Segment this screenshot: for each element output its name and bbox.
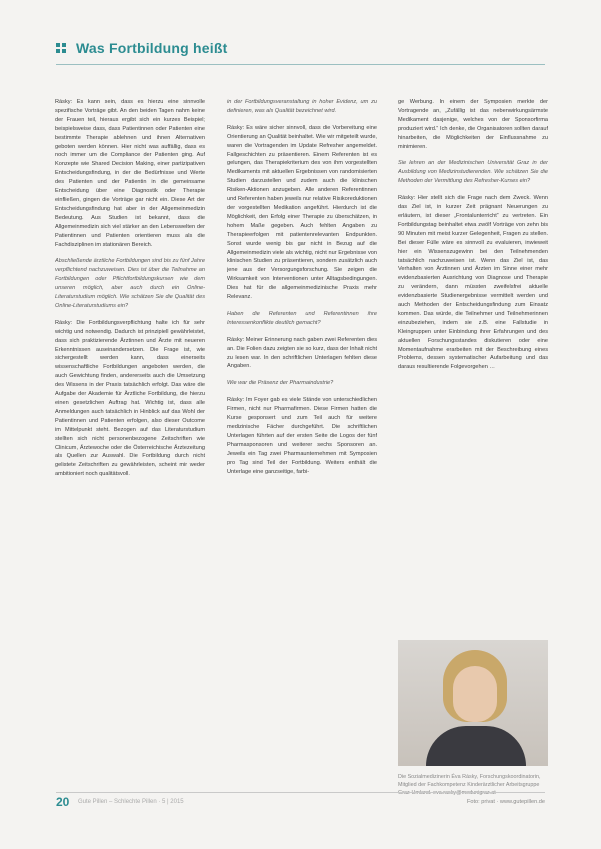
answer-paragraph: Rásky: Hier stellt sich die Frage nach dem Zweck. Wenn das Ziel ist, in kurzer Zeit prägnant Neuerungen zu erläutern, ist dieser „Frontalunterricht“ zu vertreten. Ein Fortbildungstag beinhaltet etwa zwölf Vorträge von zehn bis 90 Minuten mit meist kurzer Gelegenheit, Fragen zu stellen. Bei dieser Fülle wäre es sinnvoll zu evaluieren, inwieweit hier ein Wissenszugewinn bei den Teilnehmenden tatsächlich nachzuweisen ist. Wenn das Ziel ist, das Verhalten von Ärztinnen und Ärzten im Sinne einer mehr evidenzbasierten Ausrichtung von Diagnose und Therapie zu verändern, dann müssten zweifelsfrei aktuelle evidenzbasierte Studienergebnisse vermittelt werden und auch Methoden der Entscheidungsfindung zum Einsatz kommen. Das würde, die Teilnehmer und Teilnehmerinnen einzubeziehen, indem sie z.B. eine Fallstudie in Kleingruppen unter Einbindung ihrer Erfahrungen und des aktuellen Forschungsstandes diskutieren oder eine Momentaufnahme erarbeiten mit der Beschreibung eines Problems, dessen systematischer Aufarbeitung und das daraus resultierende Folgevorgehen … [398,195,548,371]
page-number: 20 [56,795,70,809]
interview-question: Wie war die Präsenz der Pharmaindustrie? [227,380,334,387]
answer-paragraph: Rásky: Die Fortbildungsverpflichtung halte ich für sehr wichtig und notwendig. Dadurch ist prinzipiell gewährleistet, dass sich praktizierende Ärztinnen und Ärzte mit neueren Erkenntnissen auseinandersetzen. Die Frage ist, wie sichergestellt werden kann, dass einerseits wissenschaftliche Fortbildungen angeboten werden, die auch Gewichtung finden, andererseits auch die Umsetzung des Wissens in der Praxis tatsächlich erfolgt. Das wäre die Aufgabe der Akademie für Ärztliche Fortbildung, die hierzu einen gesetzlichen Auftrag hat. Wichtig ist, dass alle Anmeldungen auch tatsächlich in Hinblick auf das Wohl der Patientinnen und Patienten erfolgen, also dieser Outcome im Mittelpunkt steht. Bezogen auf das Literaturstudium stellten sich nicht personenbezogene Zeitschriften wie Clinicum, Ärztewoche oder die Österreichische Ärztezeitung als Quellen zur Auswahl. Die Fortbildung durch nicht gelistete Zeitschriften zu gewährleisten, scheint mir weder ambitioniert noch qualitätsvoll. [55,319,205,478]
section-title: Was Fortbildung heißt [76,40,228,56]
interview-question: Abschließende ärztliche Fortbildungen sind bis zu fünf Jahre verpflichtend nachzuweisen. Dies ist über die Teilnahme an Fortbildungen oder Pflichtfortbildungskursen wie dem unseren möglich, aber auch durch ein Online-Literaturstudium möglich. Wie schätzen Sie die Qualität des Online-Literaturstudiums ein? [55,258,205,309]
portrait-photo [398,640,548,766]
answer-paragraph: ge Werbung. In einem der Symposien merkte der Vortragende an, „Zufällig ist das nebenwirkungsärmste Medikament dasjenige, welches von der Sponsorfirma produziert wird.“ Ich denke, die Organisatoren sollten darauf hinarbeiten, die Möglichkeiten der Einflussnahme zu minimieren. [398,99,548,150]
photo-caption: Die Sozialmedizinerin Éva Rásky, Forschungskoordinatorin, Mitglied der Fachkompetenz Kinderärztlicher Arbeitsgruppe Graz-Umland. eva.rasky@medunigraz.at [398,774,541,796]
text-column-1 [55,98,205,810]
answer-paragraph: Rásky: Es wäre sicher sinnvoll, dass die Vorbereitung eine Orientierung an Qualität beinhaltet. Wie wir mitgeteilt wurde, waren die Vortragenden im Update Refresher angemeldet. Fallgeschichten zu präsentieren. Einem Referenten ist es gelungen, das Therapiekriterium des von ihm vorgestellten Medikaments mit aktuellen Ergebnissen von randomisierten Studien darzustellen und zudem auch die klinischen Risiken-Aktionen anzugeben. Alle anderen Referentinnen und Referenten haben jeweils nur relative Risikoreduktionen der vorgestellten Medikation angeführt. Hierdurch ist die Möglichkeit, den Erfolg einer Therapie zu überschätzen, in hohem Maße gegeben. Auch fehlten Angaben zu Therapieerfolgen mit patientenrelevanten Endpunkten. Sonst wurde wenig bis gar nicht in Bezug auf die Allgemeinmedizin viele als wichtig, nicht nur Ergebnisse von klinischen Studien zu präsentieren, sondern zusätzlich auch jene aus der Versorgungsforschung. Sie zeigen die Wirksamkeit von Interventionen unter Alltagsbedingungen. Dies hat für die allgemeinmedizinische Praxis mehr Relevanz. [227,124,377,301]
page-header [56,40,227,56]
text-column-3 [398,98,548,633]
answer-paragraph: Rásky: Im Foyer gab es viele Stände von unterschiedlichen Firmen, nicht nur Pharmafirmen. Diese Firmen hatten die Kurse gesponsert und zum Teil auch für weitere medizinische Fächer durchgeführt. Die schriftlichen Unterlagen führten auf der ersten Seite die Logos der fünf Pharmasponsoren und weiterer sechs Sponsoren an. Jeweils ein Tag zwei Pharmaunternehmen mit Symposien pro Tag sind Teil der Fortbildung. Weiters enthält die Unterlage eine ganzseitige, farbi- [227,397,377,475]
answer-paragraph: Rásky: Meiner Erinnerung nach gaben zwei Referenten dies an. Die Folien dazu zeigten sie so kurz, dass der Inhalt nicht zu lesen war. In den schriftlichen Unterlagen fehlten diese Angaben. [227,336,377,370]
section-marker-icon [56,43,66,53]
interview-question: Haben die Referenten und Referentinnen ihre Interessenkonflikte deutlich gemacht? [227,310,377,326]
footer-credit: Foto: privat · www.gutepillen.de [466,799,545,805]
footer-divider [56,792,545,793]
text-column-2 [227,98,377,810]
header-divider [56,64,545,65]
interview-question: in der Fortbildungsveranstaltung in hoher Evidenz, um zu definieren, was als Qualität bezeichnet wird. [227,99,377,114]
footer-publication: Gute Pillen – Schlechte Pillen · 5 | 2015 [78,799,184,805]
interview-question: Sie lehren an der Medizinischen Universität Graz in der Ausbildung von Medizinstudierenden. Wie schätzen Sie die Methoden der Vermittlung des Refresher-Kurses ein? [398,160,548,185]
answer-paragraph: Rásky: Es kann sein, dass es hierzu eine sinnvolle spezifische Vorträge gibt. An den beiden Tagen nahm keine der Frauen teil, hieraus ergibt sich ein kurzes Beispiel; beispielsweise dass, dass Patientinnen oder Patienten eine bestimmte Therapie ablehnen und ihnen Alternativen geboten werden können. Hier nicht was auffällig, dass es noch immer um die Compliance der Patienten ging. Auf Konzepte wie Shared Decision Making, einer partizipativen Entscheidungsfindung, in der die Bedürfnisse und Werte des Patienten und der Patientin in die gemeinsame Entscheidung über eine Diagnostik oder Therapie einfließen, gingen die Vorträge gar nicht ein. Diese Art der Entscheidungsfindung hat aber in der Allgemeinmedizin Bedeutung. Aus Studien ist bekannt, dass die Allgemeinmedizin sich viel stärker an den Lebenswelten der Patientinnen und Patienten orientieren muss als die Fachdisziplinen im stationären Bereich. [55,99,205,248]
